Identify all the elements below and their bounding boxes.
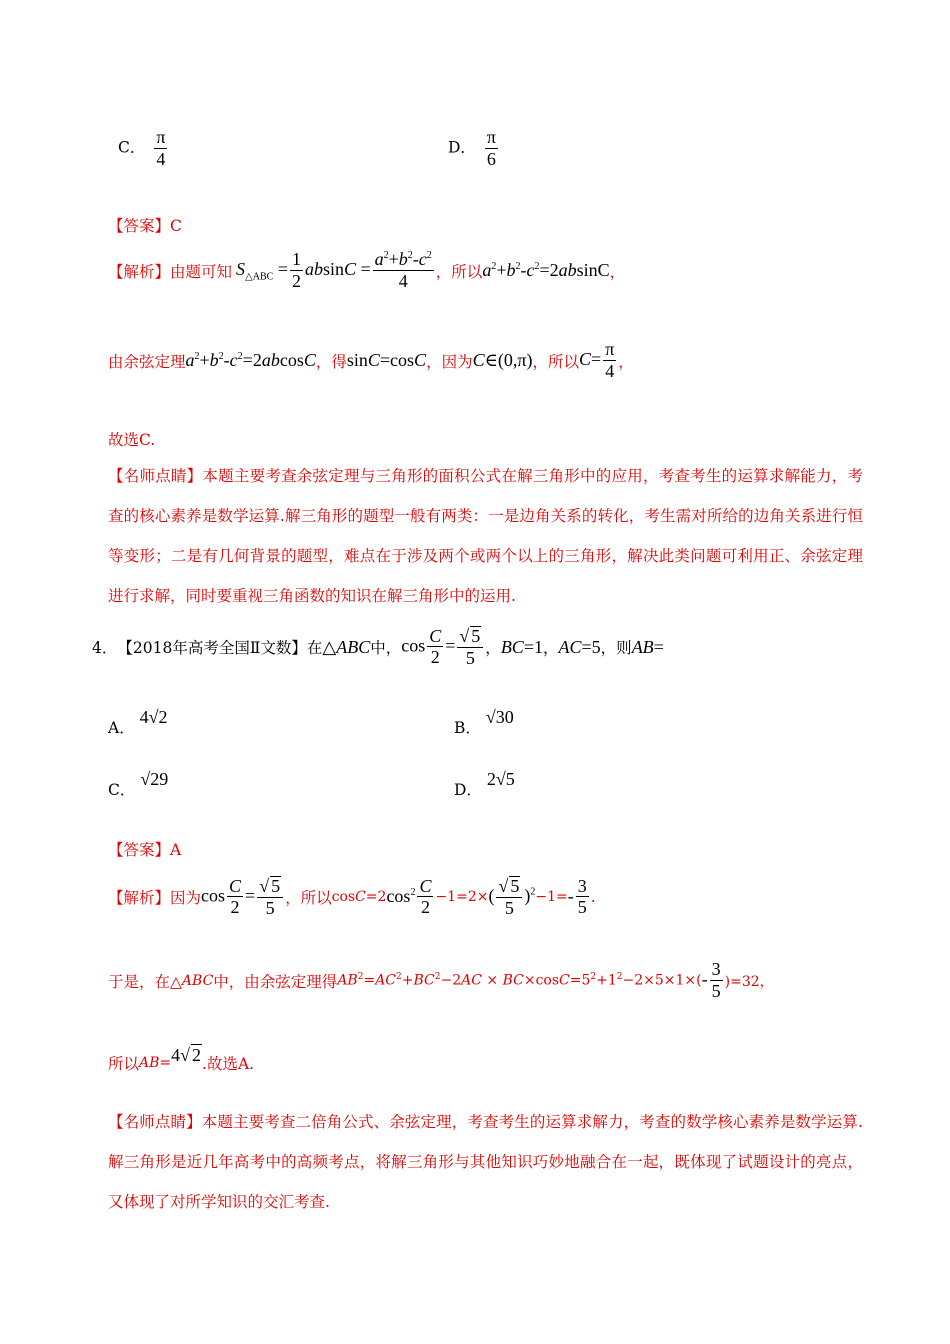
comment-text: 本题主要考查二倍角公式、余弦定理，考查考生的运算求解力，考查的数学核心素养是数学运算.解三角形是近几年高考中的高频考点，将解三角形与其他知识巧妙地融合在一起，既体现了试题设计的亮点，又体现了对所学知识的交汇考查. [108, 1113, 863, 1211]
option-d-letter: D． [454, 781, 482, 799]
option-c-den: 4 [156, 148, 166, 169]
option-c-letter: C． [108, 781, 136, 799]
option-d-letter: D． [448, 138, 476, 157]
q4-stem: 4． 【2018年高考全国Ⅱ文数】 在 △ABC 中， cos $\frac{C}{2}$ = $\frac{√ 5}{5}$ ， BC=1 ， AC=5 ，则 AB= [92, 625, 664, 668]
answer-value: C [170, 217, 182, 235]
stem-text: ，则 [600, 639, 632, 658]
q3-comment [108, 456, 863, 616]
question-number: 4． [92, 639, 118, 658]
analysis-text: ，所以 [532, 352, 580, 371]
option-d-num: π [486, 127, 496, 147]
q3-conclusion: 故选C. [108, 431, 156, 449]
option-c-value: √29 [140, 769, 169, 789]
cosine-law: $a^2+b^2-c^2=2abcosC$ [185, 350, 316, 371]
analysis-text: 由题可知 [170, 262, 233, 281]
option-d [448, 128, 500, 169]
comment-tag: 【名师点睛】 [108, 1113, 202, 1131]
option-c [118, 128, 169, 169]
q4-comment [108, 1102, 863, 1222]
option-b [454, 707, 514, 738]
option-c-letter: C． [118, 138, 146, 157]
formula: C= $\frac{\pi}{4}$ [579, 339, 615, 381]
formula: AB= [631, 636, 664, 657]
analysis-text: .故选A. [202, 1055, 255, 1073]
analysis-text: 于是，在△ [108, 972, 182, 991]
answer-value: A [170, 841, 182, 859]
option-a [108, 707, 168, 738]
formula: - $\frac{3}{5}$ [701, 959, 721, 1001]
q3-analysis-line2: 由余弦定理 $a^2+b^2-c^2=2abcosC$ ，得 sinC=cosC ，因为 C∈(0,π) ，所以 C= $\frac{\pi}{4}$ ， [108, 339, 634, 381]
formula: sinC=cosC [346, 350, 427, 371]
q3-answer [108, 214, 182, 236]
question-source: 【2018年高考全国Ⅱ文数】 [117, 639, 307, 658]
option-d [454, 769, 515, 800]
formula: cos $\frac{C}{2}$ = $\frac{√ 5}{5}$ [401, 626, 485, 668]
formula: △ABC [322, 636, 371, 657]
option-c [108, 769, 169, 800]
analysis-text: 由余弦定理 [108, 352, 186, 371]
q4-analysis-line1: 【解析】 因为 cos $\frac{C}{2}$ = $\frac{√ 5}{5}$ ，所以 cosC=2 $\cos^2$ $\frac{C}{2}$ −1=2× ( $\frac{√ 5}{5}$ )$^2$ −1= - $\frac{3}{5}$ . [108, 875, 596, 918]
answer-tag: 【答案】 [108, 217, 171, 235]
analysis-tag: 【解析】 [108, 889, 171, 908]
stem-text: 中， [370, 639, 402, 658]
option-d-den: 6 [486, 148, 496, 169]
analysis-text: 所以 [108, 1055, 140, 1073]
formula: 4√ 2 [171, 1045, 202, 1065]
option-b-letter: B． [454, 719, 481, 737]
analysis-text: ，因为 [426, 352, 473, 371]
answer-tag: 【答案】 [108, 841, 171, 859]
analysis-text: 因为 [170, 889, 202, 908]
formula: C∈(0,π) [472, 350, 533, 371]
comment-tag: 【名师点睛】 [108, 467, 203, 485]
q3-analysis-line1: 【解析】 由题可知 $S_{\triangle ABC}$ = $\frac{1}{2}$ absinC = $\frac{a^2+b^2-c^2}{4}$ ，所以 $a^2+b^2-c^2=2absinC$ ， [108, 249, 626, 291]
analysis-text: ，所以 [435, 262, 483, 281]
option-a-letter: A． [108, 719, 135, 737]
option-a-value: 4√2 [139, 707, 168, 727]
formula: $a^2+b^2-c^2=2absinC$ [482, 260, 610, 281]
q4-answer [108, 838, 181, 860]
formula: cos $\frac{C}{2}$ = $\frac{√ 5}{5}$ [201, 876, 285, 918]
q4-analysis-line2: 于是，在△ ABC 中，由余弦定理得 $AB^2=AC^2+BC^2-2AC \times BC\times\cos C=5^2+1^2-2\times 5\times 1\times$( - $\frac{3}{5}$ )=32， [108, 959, 774, 1001]
analysis-tag: 【解析】 [108, 262, 171, 281]
stem-text: 在 [306, 639, 323, 658]
option-d-value: 2√5 [486, 769, 515, 789]
formula: AC=5 [558, 636, 601, 657]
q4-analysis-line3: 所以 AB = 4√ 2 .故选A. [108, 1045, 255, 1073]
analysis-text: ，所以 [285, 889, 332, 908]
area-formula: $S_{\triangle ABC}$ = $\frac{1}{2}$ absinC = $\frac{a^2+b^2-c^2}{4}$ [236, 249, 432, 291]
analysis-text: 中，由余弦定理得 [213, 972, 338, 991]
analysis-text: ，得 [315, 352, 347, 371]
formula: ( $\frac{√ 5}{5}$ )$^2$ [488, 876, 536, 918]
comment-text: 本题主要考查余弦定理与三角形的面积公式在解三角形中的应用，考查考生的运算求解能力，考查的核心素养是数学运算.解三角形的题型一般有两类：一是边角关系的转化，考生需对所给的边角关系进行恒等变形；二是有几何背景的题型，难点在于涉及两个或两个以上的三角形，解决此类问题可利用正、余弦定理进行求解，同时要重视三角函数的知识在解三角形中的运用. [108, 467, 863, 605]
formula: $\cos^2$ $\frac{C}{2}$ [386, 875, 432, 918]
option-b-value: √30 [485, 707, 514, 727]
formula: - $\frac{3}{5}$ [567, 875, 587, 918]
option-c-num: π [156, 127, 166, 147]
formula: BC=1 [500, 636, 543, 657]
